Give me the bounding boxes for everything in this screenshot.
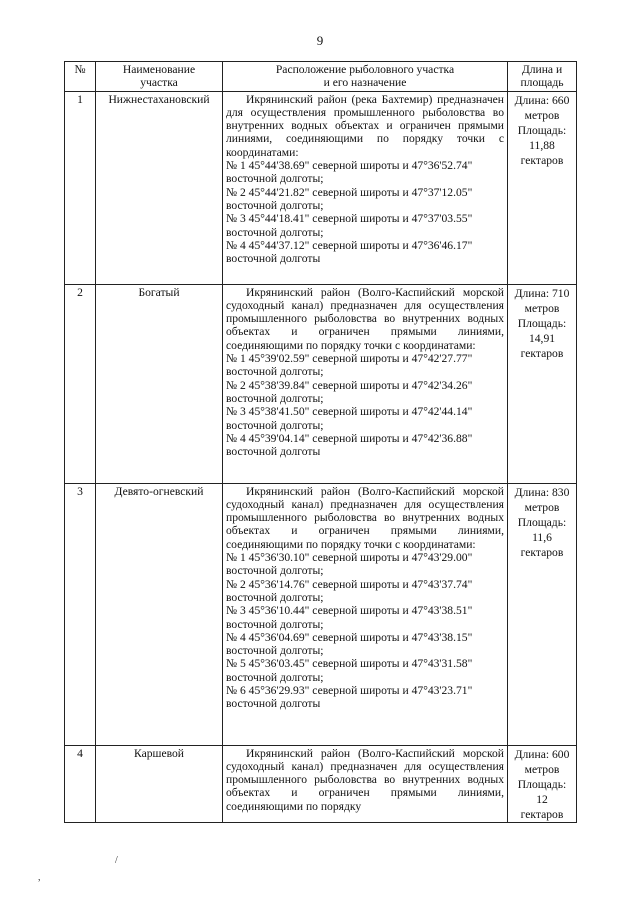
area-name: Каршевой	[96, 745, 223, 822]
size-line: Длина: 600	[514, 747, 570, 761]
coordinate-point: № 5 45°36'03.45" северной широты и 47°43'31.58" восточной долготы;	[226, 657, 473, 684]
size-line: гектаров	[520, 807, 564, 821]
table-row	[65, 91, 577, 284]
header-name	[96, 62, 223, 92]
table-row	[65, 284, 577, 483]
coordinate-point: № 2 45°36'14.76" северной широты и 47°43'37.74" восточной долготы;	[226, 577, 473, 604]
header-size-line-2: площадь	[520, 76, 564, 90]
size-line: метров	[524, 500, 560, 514]
size-line: Площадь: 12	[517, 777, 567, 806]
size-line: метров	[524, 108, 560, 122]
size-line: Площадь:	[517, 123, 567, 137]
size-line: метров	[524, 762, 560, 776]
row-number: 1	[65, 91, 96, 284]
coordinate-point: № 1 45°39'02.59" северной широты и 47°42'27.77" восточной долготы;	[226, 352, 473, 379]
area-size	[508, 284, 577, 483]
table-header-row	[65, 62, 577, 92]
area-location	[223, 91, 508, 284]
location-description: Икрянинский район (Волго-Каспийский морской судоходный канал) предназначен для осуществления промышленного рыболовства во внутренних водных объектах и ограничен прямыми линиями, соединяющими по порядку	[226, 746, 504, 813]
coordinate-point: № 3 45°36'10.44" северной широты и 47°43'38.51" восточной долготы;	[226, 604, 473, 631]
area-location	[223, 745, 508, 822]
area-size	[508, 91, 577, 284]
size-line: Длина: 710	[514, 286, 570, 300]
size-line: Площадь: 11,6	[517, 515, 567, 544]
size-line: Длина: 660	[514, 93, 570, 107]
area-location	[223, 284, 508, 483]
coordinate-point: № 4 45°39'04.14" северной широты и 47°42'36.88" восточной долготы	[226, 431, 473, 459]
coordinate-point: № 1 45°44'38.69" северной широты и 47°36'52.74" восточной долготы;	[226, 159, 473, 186]
area-name: Девято-огневский	[96, 483, 223, 745]
row-number: 4	[65, 745, 96, 822]
coordinate-point: № 1 45°36'30.10" северной широты и 47°43'29.00" восточной долготы;	[226, 551, 473, 578]
size-line: 14,91 гектаров	[520, 331, 564, 360]
header-name-line-1: Наименование	[122, 63, 196, 76]
coordinate-point: № 4 45°44'37.12" северной широты и 47°36'46.17" восточной долготы	[226, 238, 473, 266]
size-line: метров	[524, 301, 560, 315]
area-size	[508, 745, 577, 822]
header-location-line-1: Расположение рыболовного участка	[275, 63, 455, 76]
row-number: 3	[65, 483, 96, 745]
header-size-line-1: Длина и	[521, 63, 563, 76]
row-number: 2	[65, 284, 96, 483]
area-size	[508, 483, 577, 745]
area-location	[223, 483, 508, 745]
coordinate-point: № 4 45°36'04.69" северной широты и 47°43'38.15" восточной долготы;	[226, 630, 473, 658]
coordinate-point: № 3 45°38'41.50" северной широты и 47°42'44.14" восточной долготы;	[226, 405, 473, 432]
stray-mark: ,	[38, 872, 41, 883]
page-number: 9	[316, 33, 324, 48]
location-description: Икрянинский район (Волго-Каспийский морской судоходный канал) предназначен для осуществления промышленного рыболовства во внутренних водных объектах и ограничен прямыми линиями, соединяющими по порядку точки с координатами:	[226, 484, 504, 551]
coordinate-point: № 2 45°44'21.82" северной широты и 47°37'12.05" восточной долготы;	[226, 185, 473, 212]
header-size	[508, 62, 577, 92]
size-line: Площадь:	[517, 316, 567, 330]
table-row	[65, 483, 577, 745]
header-number-text: №	[74, 63, 86, 76]
location-description: Икрянинский район (Волго-Каспийский морской судоходный канал) предназначен для осуществления промышленного рыболовства во внутренних водных объектах и ограничен прямыми линиями, соединяющими по порядку точки с координатами:	[226, 285, 504, 352]
location-description: Икрянинский район (река Бахтемир) предназначен для осуществления промышленного рыболовства во внутренних водных объектах и ограничен прямыми линиями, соединяющими по порядку точки с координатами:	[226, 92, 504, 159]
table-row	[65, 745, 577, 822]
coordinate-point: № 6 45°36'29.93" северной широты и 47°43'23.71" восточной долготы	[226, 684, 473, 711]
header-location-line-2: и его назначение	[323, 76, 407, 90]
header-number	[65, 62, 96, 92]
header-location	[223, 62, 508, 92]
header-name-line-2: участка	[140, 76, 178, 90]
size-line: Длина: 830	[514, 485, 570, 499]
size-line: гектаров	[520, 545, 564, 559]
size-line: 11,88 гектаров	[520, 138, 564, 167]
fishing-areas-table	[64, 61, 577, 823]
area-name: Нижнестахановский	[96, 91, 223, 284]
area-name: Богатый	[96, 284, 223, 483]
coordinate-point: № 2 45°38'39.84" северной широты и 47°42'34.26" восточной долготы;	[226, 378, 473, 405]
stray-mark: /	[115, 855, 118, 866]
coordinate-point: № 3 45°44'18.41" северной широты и 47°37'03.55" восточной долготы;	[226, 212, 473, 239]
